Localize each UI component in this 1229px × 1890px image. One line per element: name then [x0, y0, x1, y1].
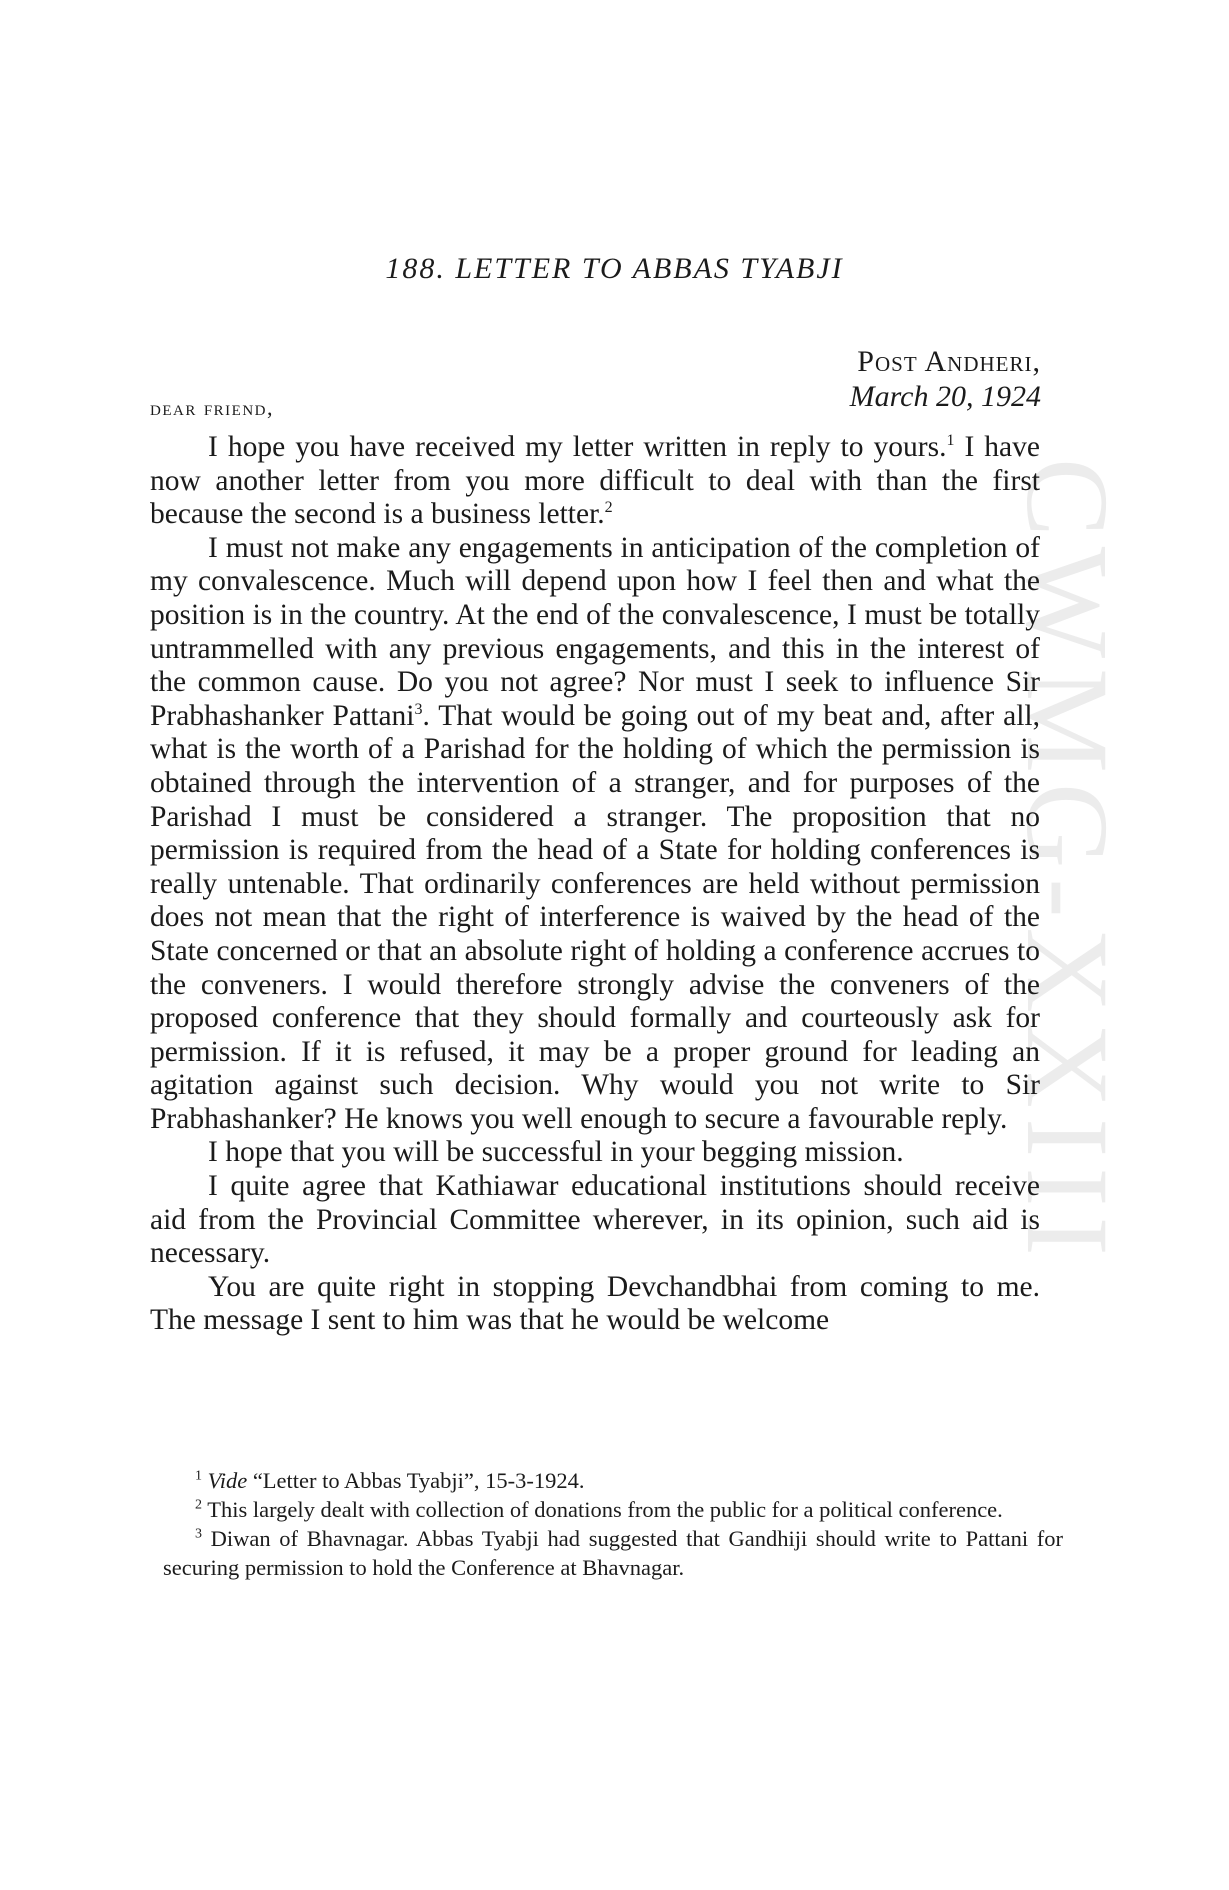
footnotes — [163, 1466, 1063, 1582]
footnote-3 — [163, 1524, 1063, 1582]
paragraph-4: I quite agree that Kathiawar educational institutions should receive aid from the Provincial Committee wherever, in its opinion, such aid is necessary. — [150, 1170, 1040, 1270]
footnote-2 — [163, 1495, 1063, 1524]
letter-body — [150, 431, 1040, 1338]
footnote-3-marker: 3 — [195, 1526, 202, 1542]
footnote-ref-2: 2 — [604, 499, 613, 517]
salutation: dear friend, — [150, 395, 275, 420]
paragraph-5: You are quite right in stopping Devchandbhai from coming to me. The message I sent to him was that he would be welcome — [150, 1270, 1040, 1337]
paragraph-1-part-b: I have now another letter from you more difficult to deal with than the first because the second is a business letter. — [150, 431, 1040, 531]
footnote-3-text: Diwan of Bhavnagar. Abbas Tyabji had suggested that Gandhiji should write to Pattani for securing permission to hold the Conference at Bhavnagar. — [163, 1526, 1063, 1580]
footnote-ref-1: 1 — [946, 432, 955, 450]
footnote-1-text: “Letter to Abbas Tyabji”, 15-3-1924. — [247, 1468, 585, 1493]
letter-title: 188. LETTER TO ABBAS TYABJI — [385, 252, 844, 285]
letter-date: March 20, 1924 — [849, 380, 1041, 413]
watermark-text: CWMG-XXIII — [1002, 458, 1133, 1266]
footnote-2-text: This largely dealt with collection of donations from the public for a political conference. — [202, 1497, 1003, 1522]
paragraph-3: I hope that you will be successful in your begging mission. — [208, 1136, 904, 1169]
paragraph-2-part-a: I must not make any engagements in anticipation of the completion of my convalescence. Much will depend upon how I feel then and what the position is in the country. At the end of the convalescence, I must be totally untrammelled with any previous engagements, and this in the interest of the common cause. Do you not agree? Nor must I seek to influence Sir Prabhashanker Pattani — [150, 531, 1040, 732]
letter-heading — [850, 344, 1041, 414]
footnote-1 — [163, 1466, 1063, 1495]
footnote-ref-3: 3 — [414, 700, 423, 718]
paragraph-1-part-a: I hope you have received my letter written in reply to yours. — [208, 431, 947, 463]
footnote-1-vide: Vide — [207, 1468, 248, 1493]
paragraph-2 — [150, 532, 1040, 1137]
paragraph-1 — [150, 431, 1040, 532]
paragraph-2-part-b: . That would be going out of my beat and, after all, what is the worth of a Parishad for the holding of which the permission is obtained through the intervention of a stranger, and for purposes of the Parishad I must be considered a stranger. The proposition that no permission is required from the head of a State for holding conferences is really untenable. That ordinarily conferences are held without permission does not mean that the right of interference is waived by the head of the State concerned or that an absolute right of holding a conference accrues to the conveners. I would therefore strongly advise the conveners of the proposed conference that they should formally and courteously ask for permission. If it is refused, it may be a proper ground for leading an agitation against such decision. Why would you not write to Sir Prabhashanker? He knows you well enough to secure a favourable reply. — [150, 699, 1041, 1135]
letter-place: Post Andheri, — [857, 345, 1041, 378]
footnote-2-marker: 2 — [195, 1497, 202, 1513]
footnote-1-marker: 1 — [195, 1468, 202, 1484]
